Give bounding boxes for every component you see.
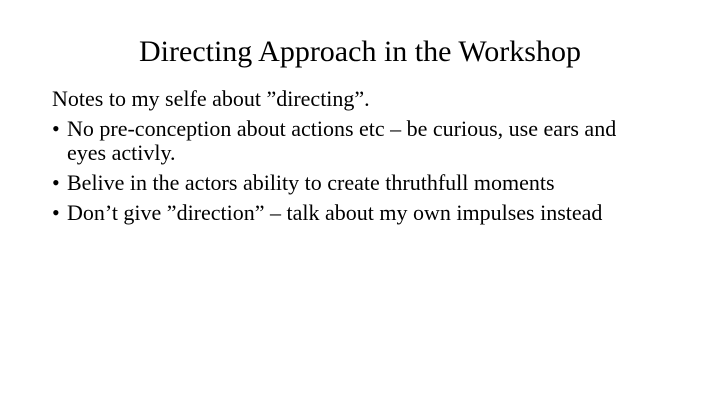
bullet-text: No pre-conception about actions etc – be curious, use ears and eyes activly. bbox=[67, 116, 617, 165]
slide-title: Directing Approach in the Workshop bbox=[139, 35, 581, 68]
bullet-text: Belive in the actors ability to create thruthfull moments bbox=[67, 170, 555, 195]
bullet-list bbox=[52, 117, 646, 225]
list-item bbox=[52, 117, 646, 165]
intro-text: Notes to my selfe about ”directing”. bbox=[52, 86, 370, 111]
bullet-marker: • bbox=[52, 200, 60, 225]
slide-body bbox=[0, 71, 720, 225]
list-item bbox=[52, 201, 646, 225]
bullet-text: Don’t give ”direction” – talk about my own impulses instead bbox=[67, 200, 603, 225]
bullet-marker: • bbox=[52, 170, 60, 195]
bullet-marker: • bbox=[52, 116, 60, 141]
list-item bbox=[52, 171, 646, 195]
